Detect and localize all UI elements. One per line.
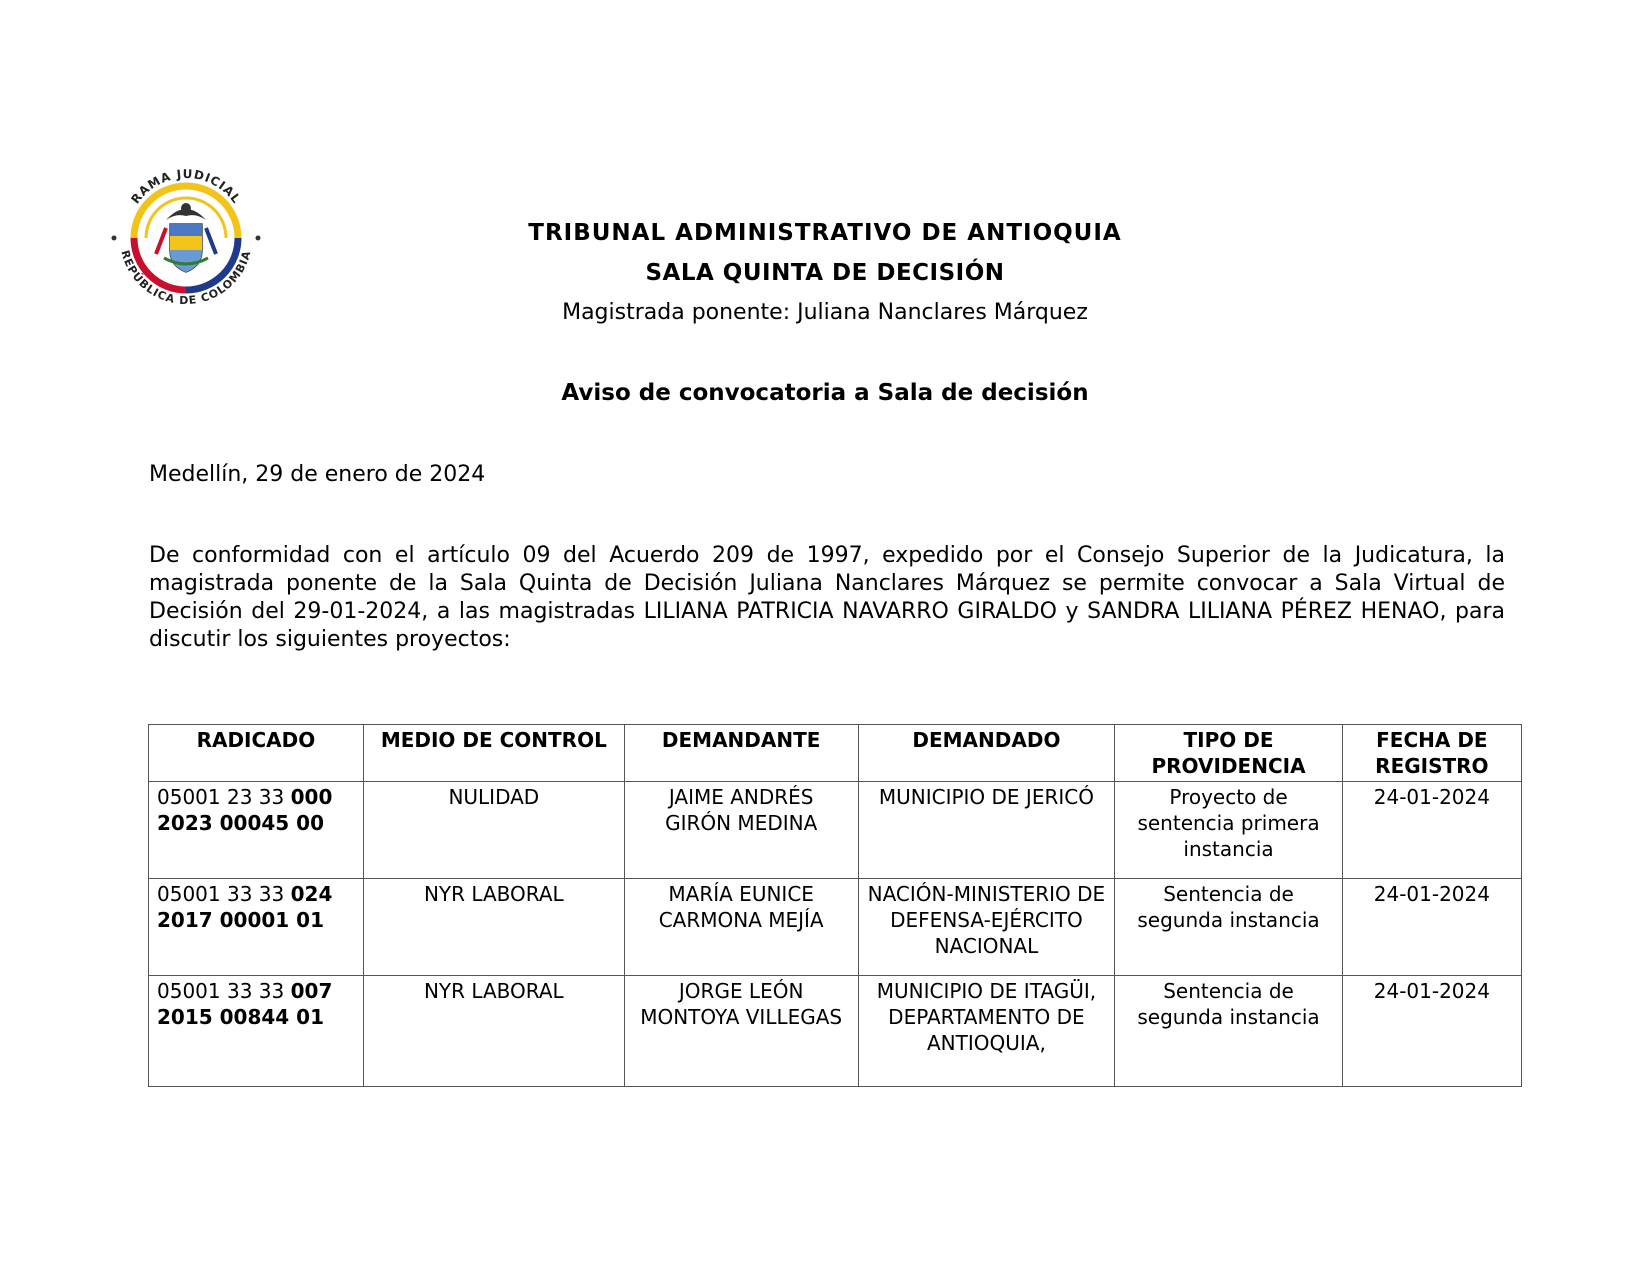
court-title: TRIBUNAL ADMINISTRATIVO DE ANTIOQUIA [528,220,1122,246]
table-header-row [149,725,1522,782]
table-row [149,976,1522,1087]
cell-demandante: JAIME ANDRÉS GIRÓN MEDINA [624,782,858,879]
cell-medio: NYR LABORAL [363,879,624,976]
cell-medio: NULIDAD [363,782,624,879]
table-row [149,879,1522,976]
seal-text-bottom: REPÚBLICA DE COLOMBIA [118,248,254,308]
judge-line: Magistrada ponente: Juliana Nanclares Márquez [562,300,1088,325]
cell-radicado: 05001 23 33 000 2023 00045 00 [149,782,364,879]
col-header-radicado: RADICADO [149,725,364,782]
table-row [149,782,1522,879]
notice-title: Aviso de convocatoria a Sala de decisión [561,380,1089,406]
col-header-tipo: TIPO DE PROVIDENCIA [1115,725,1342,782]
cell-tipo: Sentencia de segunda instancia [1115,976,1342,1087]
body-paragraph: De conformidad con el artículo 09 del Acuerdo 209 de 1997, expedido por el Consejo Superior de la Judicatura, la magistrada ponente de la Sala Quinta de Decisión Juliana Nanclares Márquez se permite convocar a Sala Virtual de Decisión del 29-01-2024, a las magistradas LILIANA PATRICIA NAVARRO GIRALDO y SANDRA LILIANA PÉREZ HENAO, para discutir los siguientes proyectos: [149,543,1505,652]
date-line: Medellín, 29 de enero de 2024 [149,462,486,487]
cell-radicado: 05001 33 33 024 2017 00001 01 [149,879,364,976]
chamber-title: SALA QUINTA DE DECISIÓN [645,260,1005,286]
col-header-demandado: DEMANDADO [858,725,1115,782]
cell-radicado: 05001 33 33 007 2015 00844 01 [149,976,364,1087]
cell-fecha: 24-01-2024 [1342,782,1521,879]
cell-medio: NYR LABORAL [363,976,624,1087]
seal-text-top: RAMA JUDICIAL [128,166,244,207]
col-header-fecha: FECHA DE REGISTRO [1342,725,1521,782]
cell-demandado: NACIÓN-MINISTERIO DE DEFENSA-EJÉRCITO NACIONAL [858,879,1115,976]
projects-table [148,724,1522,1087]
cell-demandado: MUNICIPIO DE ITAGÜI, DEPARTAMENTO DE ANTIOQUIA, [858,976,1115,1087]
col-header-demandante: DEMANDANTE [624,725,858,782]
cell-tipo: Proyecto de sentencia primera instancia [1115,782,1342,879]
cell-demandado: MUNICIPIO DE JERICÓ [858,782,1115,879]
cell-demandante: MARÍA EUNICE CARMONA MEJÍA [624,879,858,976]
cell-fecha: 24-01-2024 [1342,879,1521,976]
col-header-medio: MEDIO DE CONTROL [363,725,624,782]
cell-demandante: JORGE LEÓN MONTOYA VILLEGAS [624,976,858,1087]
cell-tipo: Sentencia de segunda instancia [1115,879,1342,976]
cell-fecha: 24-01-2024 [1342,976,1521,1087]
